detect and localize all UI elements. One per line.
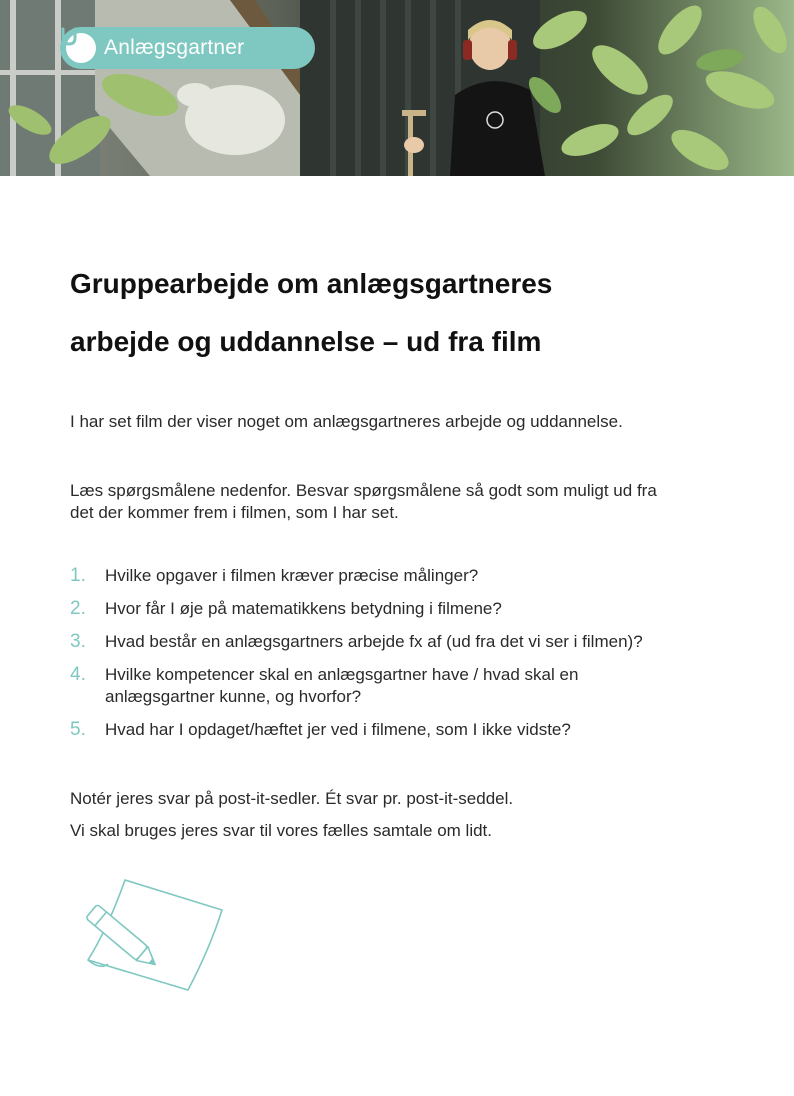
question-number: 4. [70,664,86,685]
closing-line-1: Notér jeres svar på post-it-sedler. Ét svar pr. post-it-seddel. [70,789,514,808]
question-number: 2. [70,598,86,619]
question-text: Hvor får I øje på matematikkens betydning i filmene? [105,599,502,618]
question-number: 3. [70,631,86,652]
question-item [70,631,750,653]
instruction-line-1: Læs spørgsmålene nedenfor. Besvar spørgsmålene så godt som muligt ud fra [70,481,657,500]
question-text: Hvad har I opdaget/hæftet jer ved i filmene, som I ikke vidste? [105,720,571,739]
intro-paragraph: I har set film der viser noget om anlægsgartneres arbejde og uddannelse. [70,412,623,431]
question-item [70,598,750,620]
category-label: Anlægsgartner [104,36,245,59]
question-item [70,664,750,708]
question-number: 5. [70,719,86,740]
header-photo [0,0,794,176]
question-item [70,565,750,587]
question-text-line-1: Hvilke kompetencer skal en anlægsgartner have / hvad skal en [105,665,579,684]
question-item [70,719,750,741]
title-line-1: Gruppearbejde om anlægsgartneres [70,268,553,299]
instruction-line-2: det der kommer frem i filmen, som I har set. [70,503,399,522]
page-title [70,255,730,371]
paper-pencil-icon [70,878,230,998]
closing-line-2: Vi skal bruges jeres svar til vores fælles samtale om lidt. [70,821,493,840]
question-text: Hvilke opgaver i filmen kræver præcise målinger? [105,566,479,585]
u-logo-icon [66,33,96,63]
question-text-line-2: anlægsgartner kunne, og hvorfor? [105,687,362,706]
question-text [105,664,745,708]
title-line-2: arbejde og uddannelse – ud fra film [70,326,542,357]
category-badge [60,27,315,69]
question-text: Hvad består en anlægsgartners arbejde fx af (ud fra det vi ser i filmen)? [105,632,643,651]
question-list [70,565,750,752]
instruction-paragraph [70,480,750,524]
question-number: 1. [70,565,86,586]
